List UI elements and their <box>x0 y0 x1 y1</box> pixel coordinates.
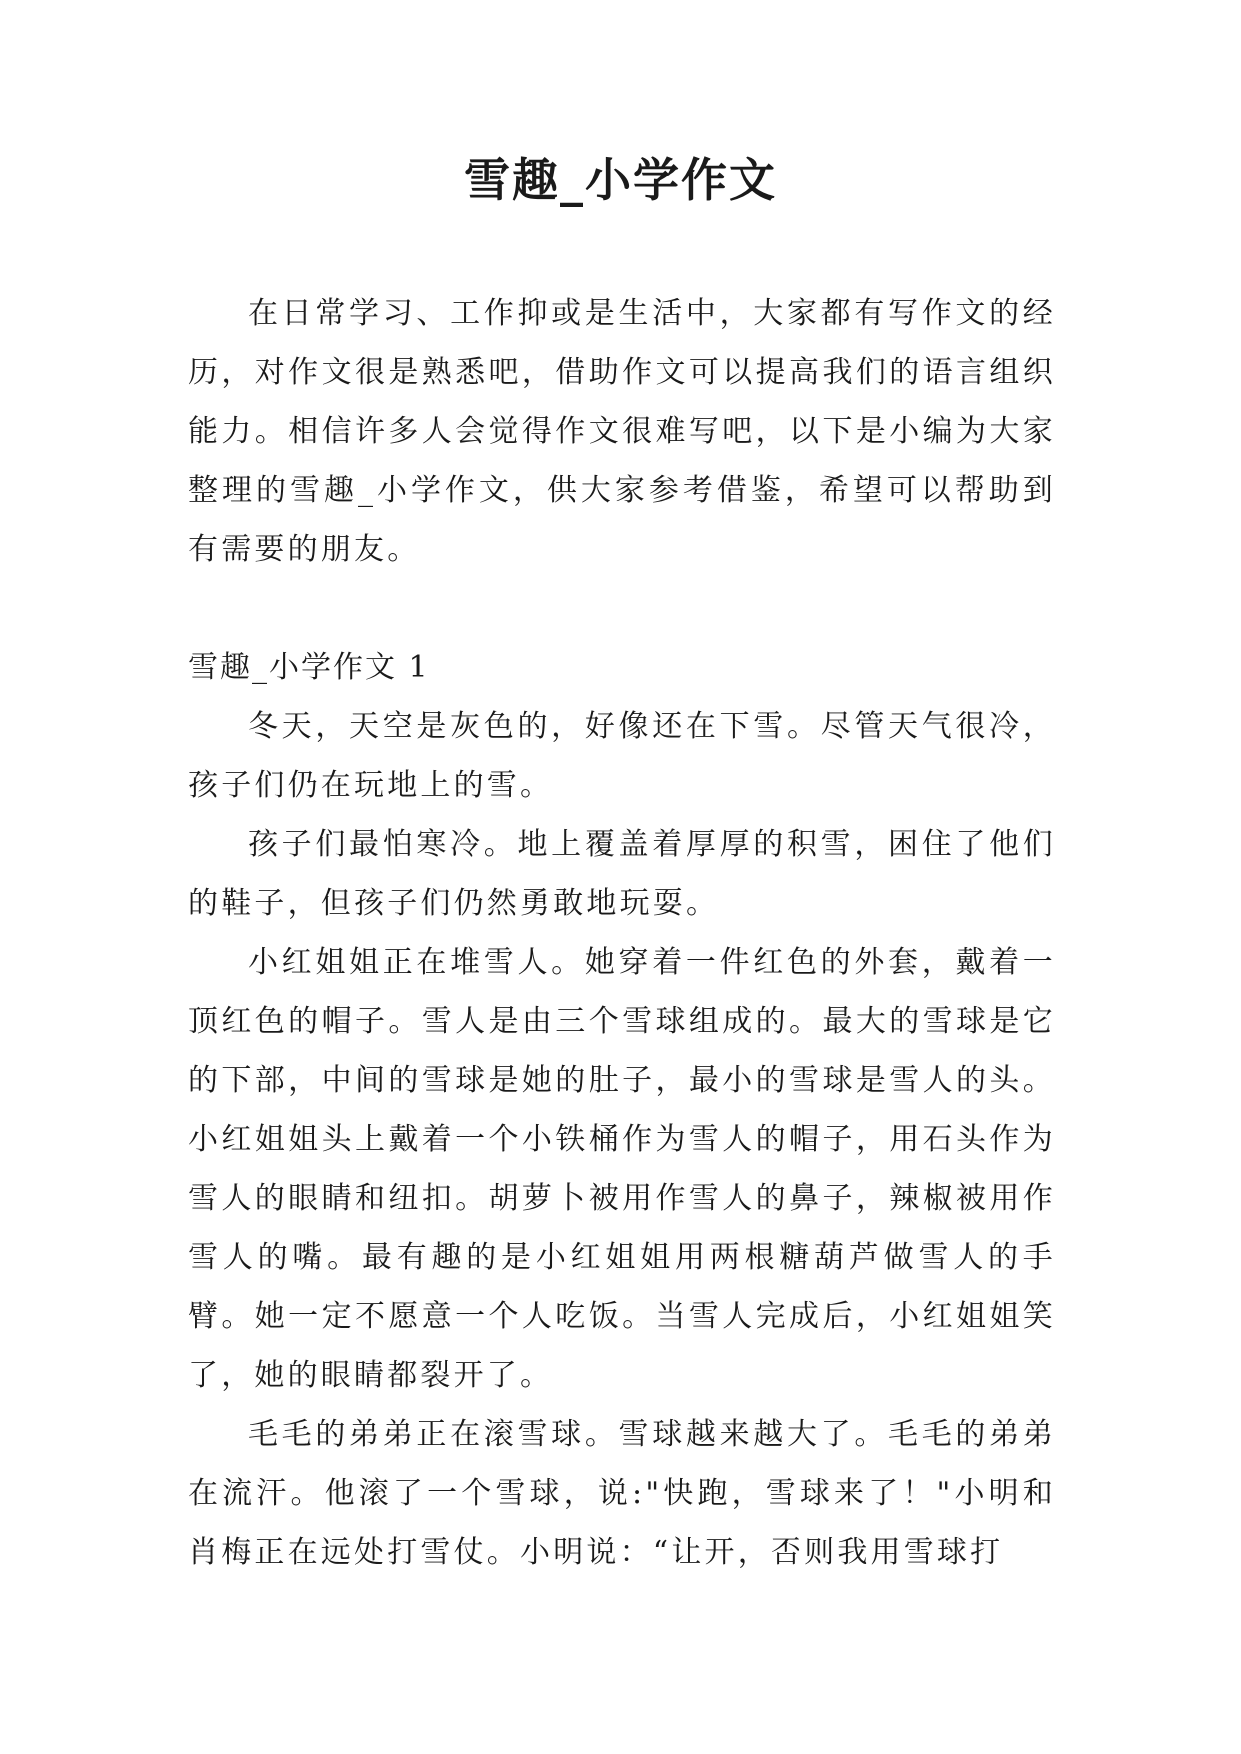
page-title: 雪趣_小学作文 <box>464 153 777 207</box>
intro-paragraph: 在日常学习、工作抑或是生活中，大家都有写作文的经历，对作文很是熟悉吧，借助作文可以提高我们的语言组织能力。相信许多人会觉得作文很难写吧，以下是小编为大家整理的雪趣_小学作文，供大家参考借鉴，希望可以帮助到有需要的朋友。 <box>188 296 1056 567</box>
body-paragraph: 冬天，天空是灰色的，好像还在下雪。尽管天气很冷，孩子们仍在玩地上的雪。 <box>188 709 1056 803</box>
document-body <box>188 284 1056 1582</box>
section-heading: 雪趣_小学作文 1 <box>188 650 430 685</box>
body-paragraph: 小红姐姐正在堆雪人。她穿着一件红色的外套，戴着一顶红色的帽子。雪人是由三个雪球组成的。最大的雪球是它的下部，中间的雪球是她的肚子，最小的雪球是雪人的头。小红姐姐头上戴着一个小铁桶作为雪人的帽子，用石头作为雪人的眼睛和纽扣。胡萝卜被用作雪人的鼻子，辣椒被用作雪人的嘴。最有趣的是小红姐姐用两根糖葫芦做雪人的手臂。她一定不愿意一个人吃饭。当雪人完成后，小红姐姐笑了，她的眼睛都裂开了。 <box>188 945 1056 1393</box>
body-paragraph: 毛毛的弟弟正在滚雪球。雪球越来越大了。毛毛的弟弟在流汗。他滚了一个雪球，说:"快跑，雪球来了！"小明和肖梅正在远处打雪仗。小明说：“让开，否则我用雪球打 <box>188 1417 1056 1570</box>
body-paragraph: 孩子们最怕寒冷。地上覆盖着厚厚的积雪，困住了他们的鞋子，但孩子们仍然勇敢地玩耍。 <box>188 827 1056 921</box>
